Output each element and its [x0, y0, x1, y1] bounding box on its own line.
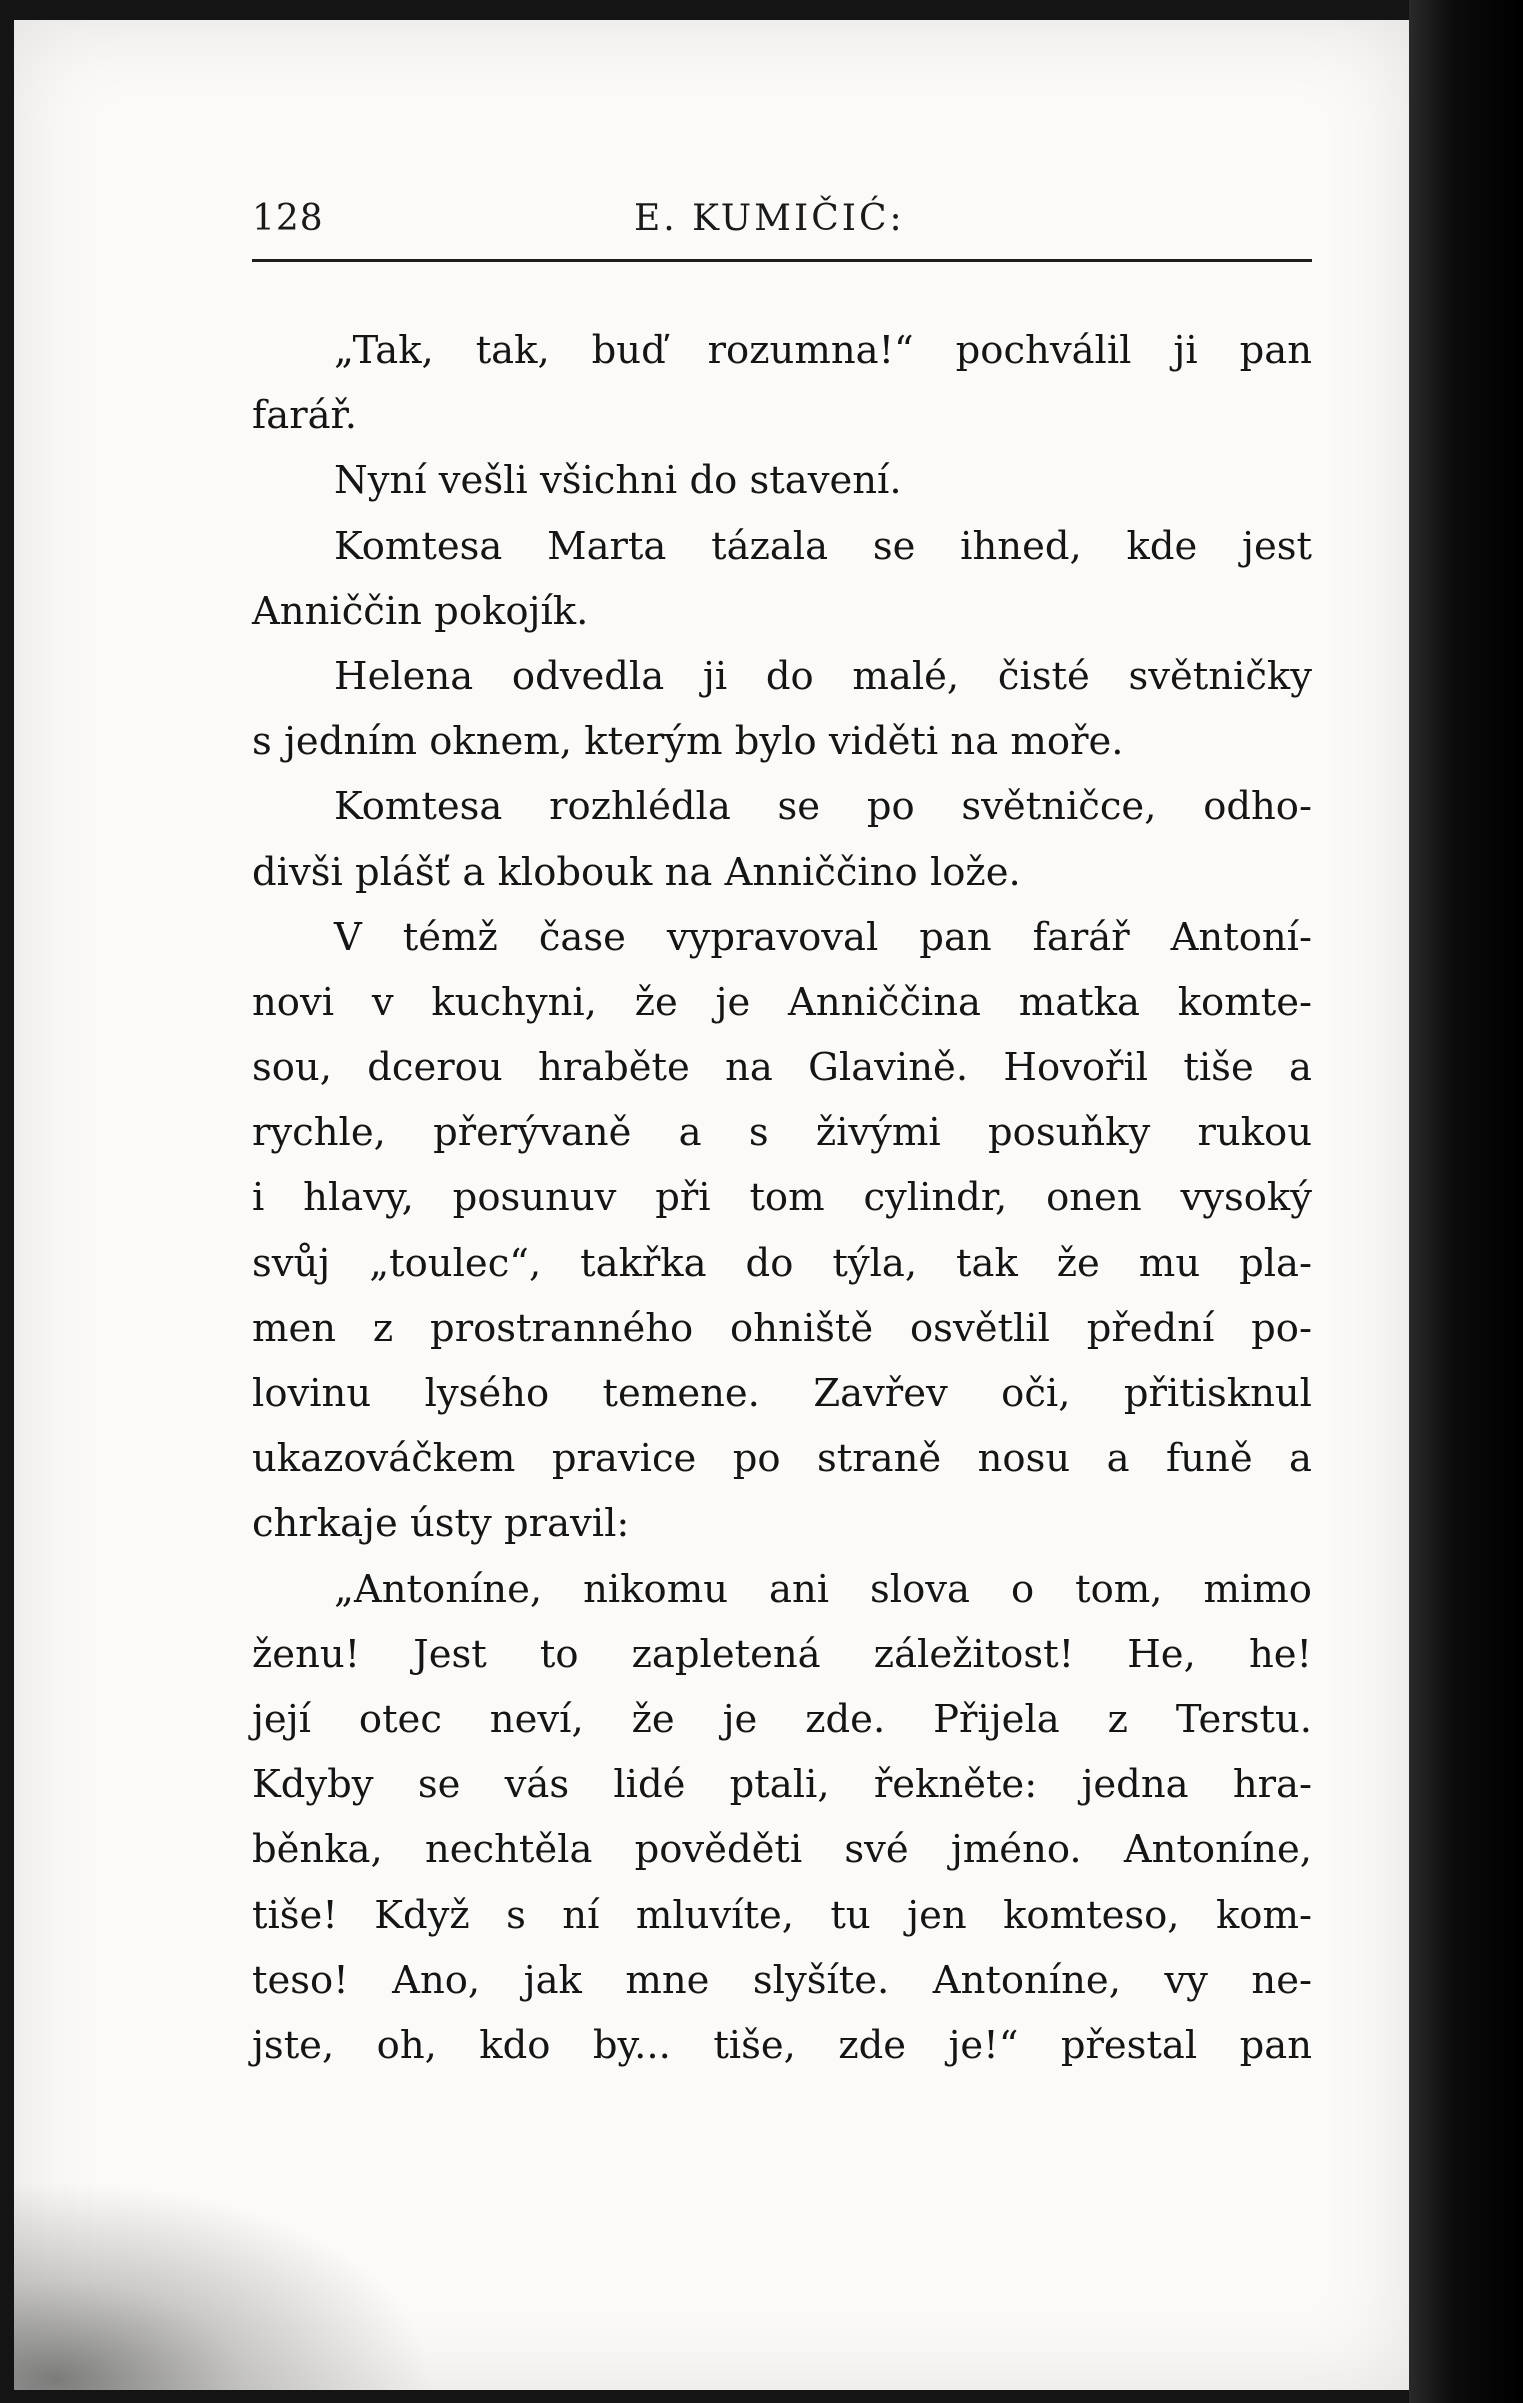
- text-line: jste, oh, kdo by... tiše, zde je!“ přestal pan: [252, 2022, 1312, 2068]
- text-line: i hlavy, posunuv při tom cylindr, onen vysoký: [252, 1175, 1312, 1221]
- text-line: lovinu lysého temene. Zavřev oči, přitisknul: [252, 1371, 1312, 1416]
- paragraph: [252, 774, 1312, 904]
- paragraph: [252, 1557, 1312, 2079]
- text-line: „Tak, tak, buď rozumna!“ pochválil ji pan: [334, 328, 1312, 373]
- paragraph: [252, 514, 1312, 644]
- paragraph: [252, 905, 1312, 1557]
- scan-smudge: [14, 2180, 434, 2390]
- page-header: [252, 198, 1312, 258]
- text-line: chrkaje ústy pravil:: [252, 1501, 630, 1547]
- paragraph: [252, 644, 1312, 774]
- text-line: ženu! Jest to zapletená záležitost! He, he!: [252, 1631, 1312, 1677]
- running-head: E. KUMIČIĆ:: [634, 198, 905, 239]
- header-rule: [252, 259, 1312, 262]
- body-text: [252, 318, 1312, 2078]
- text-line: běnka, nechtěla pověděti své jméno. Antoníne,: [252, 1827, 1312, 1873]
- text-line: ukazováčkem pravice po straně nosu a funě a: [252, 1436, 1312, 1482]
- text-line: men z prostranného ohniště osvětlil přední po-: [252, 1305, 1312, 1351]
- page-edge-shadow: [1409, 0, 1523, 2403]
- text-line: farář.: [252, 393, 357, 439]
- text-line: novi v kuchyni, že je Anniččina matka komte-: [252, 979, 1312, 1025]
- text-line: Nyní vešli všichni do stavení.: [334, 458, 902, 504]
- paragraph: [252, 318, 1312, 448]
- text-line: „Antoníne, nikomu ani slova o tom, mimo: [334, 1566, 1312, 1612]
- text-line: rychle, přerývaně a s živými posuňky rukou: [252, 1110, 1312, 1156]
- text-line: Komtesa Marta tázala se ihned, kde jest: [334, 523, 1312, 569]
- page-number: 128: [252, 198, 324, 239]
- paragraph: [252, 448, 1312, 513]
- text-line: Helena odvedla ji do malé, čisté světničky: [334, 653, 1312, 699]
- text-line: V témž čase vypravoval pan farář Antoní-: [334, 914, 1312, 960]
- text-line: Komtesa rozhlédla se po světničce, odho-: [334, 784, 1312, 830]
- text-line: sou, dcerou hraběte na Glavině. Hovořil tiše a: [252, 1045, 1312, 1091]
- text-line: svůj „toulec“, takřka do týla, tak že mu pla-: [252, 1240, 1312, 1286]
- text-line: Kdyby se vás lidé ptali, řekněte: jedna hra-: [252, 1762, 1312, 1808]
- text-line: teso! Ano, jak mne slyšíte. Antoníne, vy ne-: [252, 1957, 1312, 2003]
- text-line: Anniččin pokojík.: [252, 588, 589, 634]
- text-line: divši plášť a klobouk na Anniččino lože.: [252, 849, 1021, 895]
- text-line: s jedním oknem, kterým bylo viděti na moře.: [252, 719, 1124, 765]
- text-line: její otec neví, že je zde. Přijela z Terstu.: [252, 1696, 1312, 1742]
- text-line: tiše! Když s ní mluvíte, tu jen komteso, kom-: [252, 1892, 1312, 1938]
